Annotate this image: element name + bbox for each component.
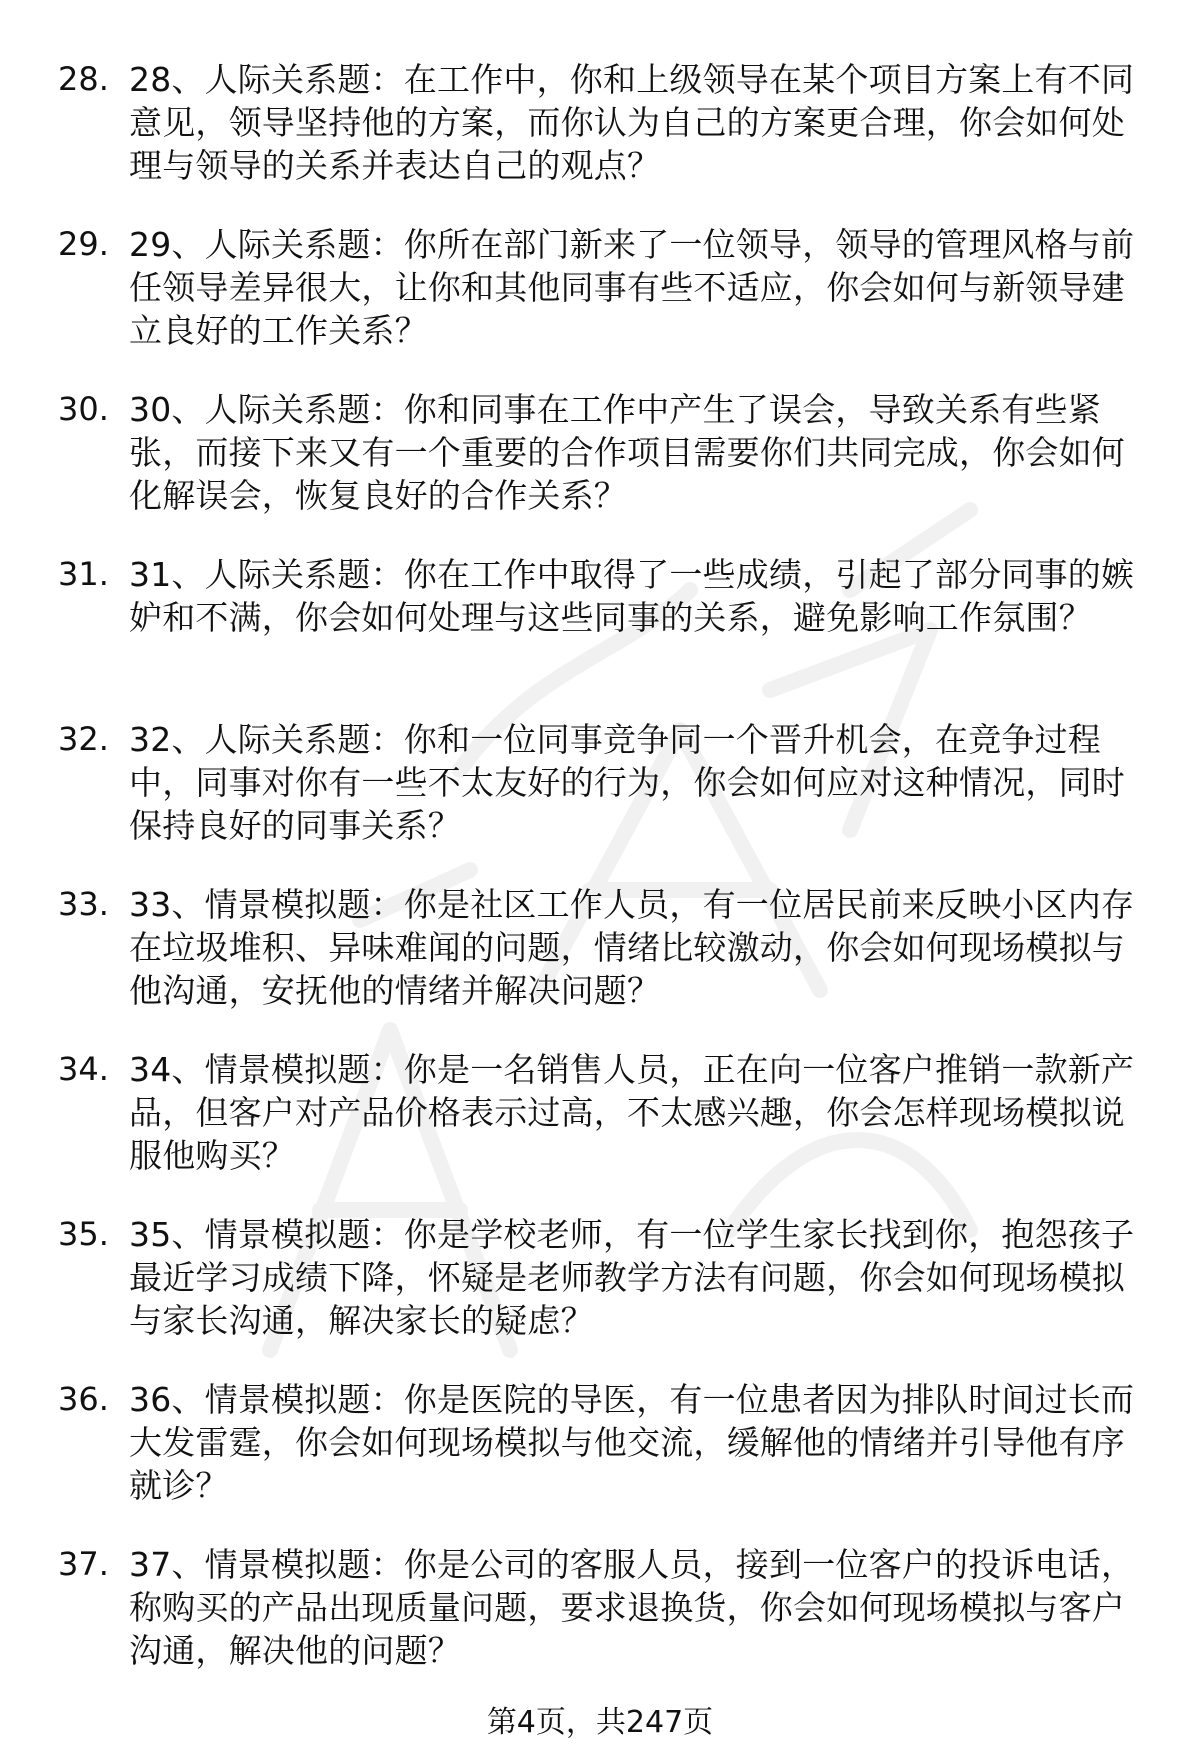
question-item bbox=[0, 1213, 1200, 1378]
question-number: 33. bbox=[58, 885, 109, 923]
question-text: 33、情景模拟题：你是社区工作人员，有一位居民前来反映小区内存在垃圾堆积、异味难闻的问题，情绪比较激动，你会如何现场模拟与他沟通，安抚他的情绪并解决问题？ bbox=[129, 885, 1135, 1010]
question-number: 31. bbox=[58, 555, 109, 593]
question-item bbox=[0, 58, 1200, 223]
question-item bbox=[0, 883, 1200, 1048]
question-item bbox=[0, 1048, 1200, 1213]
question-text: 30、人际关系题：你和同事在工作中产生了误会，导致关系有些紧张，而接下来又有一个重要的合作项目需要你们共同完成，你会如何化解误会，恢复良好的合作关系？ bbox=[129, 390, 1125, 515]
question-number: 34. bbox=[58, 1050, 109, 1088]
question-text: 28、人际关系题：在工作中，你和上级领导在某个项目方案上有不同意见，领导坚持他的方案，而你认为自己的方案更合理，你会如何处理与领导的关系并表达自己的观点？ bbox=[129, 60, 1135, 185]
question-item bbox=[0, 553, 1200, 718]
question-text: 36、情景模拟题：你是医院的导医，有一位患者因为排队时间过长而大发雷霆，你会如何现场模拟与他交流，缓解他的情绪并引导他有序就诊？ bbox=[129, 1380, 1135, 1505]
question-item bbox=[0, 718, 1200, 883]
question-list bbox=[0, 58, 1200, 1708]
question-number: 36. bbox=[58, 1380, 109, 1418]
question-item bbox=[0, 1543, 1200, 1708]
question-text: 31、人际关系题：你在工作中取得了一些成绩，引起了部分同事的嫉妒和不满，你会如何处理与这些同事的关系，避免影响工作氛围？ bbox=[129, 555, 1135, 637]
question-number: 35. bbox=[58, 1215, 109, 1253]
question-number: 29. bbox=[58, 225, 109, 263]
question-text: 32、人际关系题：你和一位同事竞争同一个晋升机会，在竞争过程中，同事对你有一些不太友好的行为，你会如何应对这种情况，同时保持良好的同事关系？ bbox=[129, 720, 1125, 845]
question-number: 28. bbox=[58, 60, 109, 98]
question-text: 37、情景模拟题：你是公司的客服人员，接到一位客户的投诉电话，称购买的产品出现质量问题，要求退换货，你会如何现场模拟与客户沟通，解决他的问题？ bbox=[129, 1545, 1135, 1670]
page-footer: 第4页，共247页 bbox=[486, 1705, 714, 1740]
question-number: 32. bbox=[58, 720, 109, 758]
question-item bbox=[0, 223, 1200, 388]
question-item bbox=[0, 1378, 1200, 1543]
question-number: 37. bbox=[58, 1545, 109, 1583]
question-number: 30. bbox=[58, 390, 109, 428]
question-text: 34、情景模拟题：你是一名销售人员，正在向一位客户推销一款新产品，但客户对产品价格表示过高，不太感兴趣，你会怎样现场模拟说服他购买？ bbox=[129, 1050, 1135, 1175]
question-item bbox=[0, 388, 1200, 553]
question-text: 35、情景模拟题：你是学校老师，有一位学生家长找到你，抱怨孩子最近学习成绩下降，怀疑是老师教学方法有问题，你会如何现场模拟与家长沟通，解决家长的疑虑？ bbox=[129, 1215, 1135, 1340]
question-text: 29、人际关系题：你所在部门新来了一位领导，领导的管理风格与前任领导差异很大，让你和其他同事有些不适应，你会如何与新领导建立良好的工作关系？ bbox=[129, 225, 1135, 350]
